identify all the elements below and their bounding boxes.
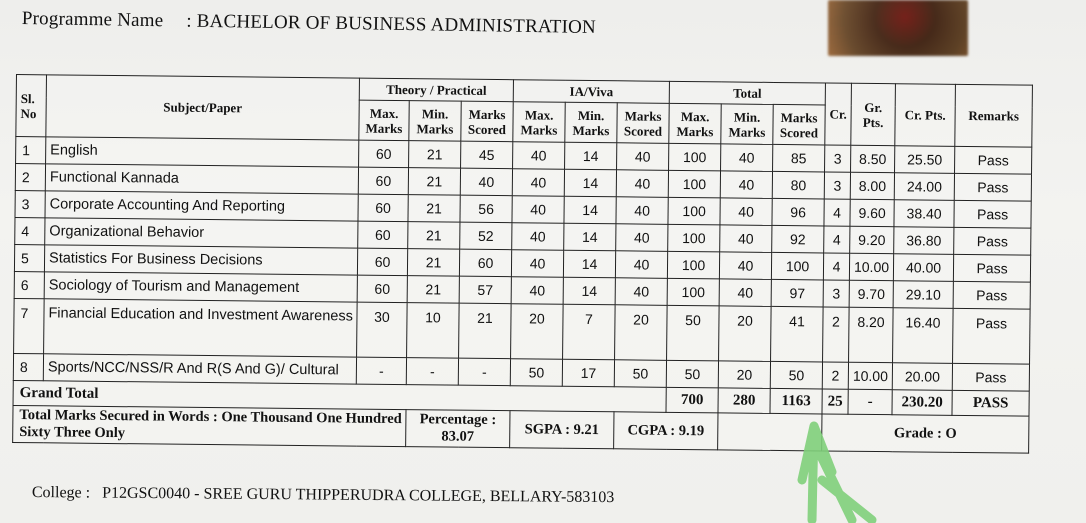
cell-total-scored: 50 xyxy=(770,361,822,389)
cell-credit-points: 38.40 xyxy=(894,200,954,228)
header-theory-scored: Marks Scored xyxy=(461,101,513,142)
cell-remarks: Pass xyxy=(953,281,1030,309)
cell-theory-max: 60 xyxy=(357,275,407,303)
cell-grade-points: 10.00 xyxy=(848,362,892,389)
cell-sl: 7 xyxy=(14,298,45,353)
header-credit-points: Cr. Pts. xyxy=(895,84,956,147)
cell-credits: 2 xyxy=(823,307,850,362)
green-pen-arrow-mark xyxy=(792,420,892,523)
percentage-label: Percentage : xyxy=(419,411,497,429)
cell-ia-min: 14 xyxy=(563,250,615,278)
cell-total-min: 40 xyxy=(720,171,772,199)
cell-sl: 3 xyxy=(15,190,45,217)
cell-grade-points: 8.20 xyxy=(849,307,894,362)
grand-total-remarks: PASS xyxy=(952,390,1029,416)
cell-theory-min: 21 xyxy=(407,276,459,304)
cell-theory-max: - xyxy=(356,357,406,385)
cell-total-max: 100 xyxy=(667,251,719,279)
cell-total-max: 100 xyxy=(669,143,721,171)
cell-sl: 4 xyxy=(15,217,45,244)
cell-total-max: 50 xyxy=(667,305,720,361)
cell-total-max: 50 xyxy=(666,360,718,388)
cell-total-min: 20 xyxy=(718,361,770,389)
cell-grade-points: 9.60 xyxy=(850,199,894,226)
cell-theory-max: 60 xyxy=(358,194,408,222)
cell-ia-max: 40 xyxy=(512,169,564,197)
cell-remarks: Pass xyxy=(954,200,1031,228)
cell-theory-max: 60 xyxy=(359,140,409,168)
cell-ia-scored: 20 xyxy=(615,305,668,361)
cell-sl: 6 xyxy=(14,271,44,298)
cell-ia-min: 14 xyxy=(565,142,617,170)
cell-ia-scored: 40 xyxy=(615,251,667,279)
cell-credit-points: 20.00 xyxy=(892,363,952,391)
cell-subject: Corporate Accounting And Reporting xyxy=(45,191,358,221)
cell-theory-min: - xyxy=(406,358,458,386)
header-ia-min: Min. Marks xyxy=(565,102,617,143)
cell-total-scored: 96 xyxy=(772,198,824,226)
header-subject: Subject/Paper xyxy=(46,75,360,140)
cell-ia-scored: 40 xyxy=(616,197,668,225)
cell-total-scored: 100 xyxy=(771,252,823,280)
cell-theory-scored: 45 xyxy=(461,141,513,169)
grand-total-label: Grand Total xyxy=(13,380,666,412)
cell-ia-max: 20 xyxy=(511,304,564,360)
cell-total-min: 20 xyxy=(719,306,772,362)
header-theory-max: Max. Marks xyxy=(359,100,409,141)
cell-subject: Financial Education and Investment Awareness xyxy=(44,299,358,357)
cell-credit-points: 36.80 xyxy=(894,227,954,255)
cell-ia-min: 14 xyxy=(564,196,616,224)
college-line xyxy=(32,484,615,507)
percentage-cell xyxy=(406,410,510,448)
programme-value: : BACHELOR OF BUSINESS ADMINISTRATION xyxy=(186,10,597,39)
cell-sl: 8 xyxy=(13,353,43,380)
cell-theory-min: 21 xyxy=(408,168,460,196)
header-total-scored: Marks Scored xyxy=(773,104,825,145)
sgpa-value: SGPA : 9.21 xyxy=(510,411,614,449)
cell-sl: 1 xyxy=(16,137,46,164)
cell-grade-points: 9.20 xyxy=(850,226,894,253)
grade-value: Grade : O xyxy=(822,414,1029,453)
cell-theory-scored: 21 xyxy=(459,303,512,359)
cell-theory-min: 21 xyxy=(409,141,461,169)
cell-ia-min: 17 xyxy=(562,359,614,387)
cell-total-min: 40 xyxy=(719,252,771,280)
cell-subject: Organizational Behavior xyxy=(45,218,358,248)
cell-theory-scored: 57 xyxy=(459,276,511,304)
programme-name-line xyxy=(22,8,596,39)
cell-credits: 3 xyxy=(824,172,850,199)
cell-theory-scored: 60 xyxy=(459,249,511,277)
cell-remarks: Pass xyxy=(954,173,1031,201)
cell-theory-min: 21 xyxy=(408,222,460,250)
cell-credits: 4 xyxy=(824,226,850,253)
cell-remarks: Pass xyxy=(954,227,1031,255)
cell-sl: 5 xyxy=(14,244,44,271)
cell-grade-points: 8.50 xyxy=(851,145,895,172)
cell-total-max: 100 xyxy=(668,170,720,198)
header-theory: Theory / Practical xyxy=(359,78,513,102)
header-total: Total xyxy=(669,81,825,105)
cell-ia-scored: 40 xyxy=(616,170,668,198)
grand-total-credit-points: 230.20 xyxy=(892,390,952,416)
header-iaviva: IA/Viva xyxy=(513,80,669,104)
cell-total-max: 100 xyxy=(668,197,720,225)
cell-ia-max: 40 xyxy=(513,142,565,170)
cell-ia-scored: 40 xyxy=(615,278,667,306)
cell-ia-scored: 40 xyxy=(617,143,669,171)
cell-ia-max: 40 xyxy=(512,196,564,224)
cell-total-max: 100 xyxy=(667,278,719,306)
cell-total-min: 40 xyxy=(720,198,772,226)
cell-credits: 2 xyxy=(822,362,848,389)
cell-grade-points: 8.00 xyxy=(850,172,894,199)
header-remarks: Remarks xyxy=(955,84,1033,147)
cell-ia-min: 14 xyxy=(564,169,616,197)
header-ia-scored: Marks Scored xyxy=(617,103,669,144)
cell-credit-points: 40.00 xyxy=(893,254,953,282)
college-value: P12GSC0040 - SREE GURU THIPPERUDRA COLLEGE, BELLARY-583103 xyxy=(102,484,615,507)
cell-credit-points: 29.10 xyxy=(893,281,953,309)
header-grade-points: Gr. Pts. xyxy=(851,83,896,145)
cell-remarks: Pass xyxy=(952,363,1029,391)
cell-ia-min: 7 xyxy=(563,304,616,360)
cell-theory-scored: 56 xyxy=(460,195,512,223)
cell-subject: Functional Kannada xyxy=(45,164,358,194)
cell-sl: 2 xyxy=(15,164,45,191)
cell-total-scored: 80 xyxy=(772,171,824,199)
cell-total-max: 100 xyxy=(668,224,720,252)
cell-credit-points: 16.40 xyxy=(893,308,954,364)
marks-in-words: Total Marks Secured in Words : One Thousand One Hundred Sixty Three Only xyxy=(13,405,406,446)
header-ia-max: Max. Marks xyxy=(513,102,565,143)
header-credits: Cr. xyxy=(825,83,852,145)
cell-total-min: 40 xyxy=(721,144,773,172)
cell-total-scored: 92 xyxy=(772,225,824,253)
cell-total-scored: 97 xyxy=(771,279,823,307)
cell-theory-max: 60 xyxy=(358,167,408,195)
cell-total-min: 40 xyxy=(720,225,772,253)
header-total-min: Min. Marks xyxy=(721,104,773,145)
cgpa-value: CGPA : 9.19 xyxy=(614,412,718,450)
cell-ia-max: 40 xyxy=(511,250,563,278)
college-label: College : xyxy=(31,484,91,502)
grand-total-scored: 1163 xyxy=(770,388,822,414)
cell-remarks: Pass xyxy=(953,254,1030,282)
cell-ia-max: 40 xyxy=(511,277,563,305)
grand-total-grade-points: - xyxy=(848,389,892,414)
cell-credits: 4 xyxy=(823,253,849,280)
cell-total-scored: 85 xyxy=(773,144,825,172)
cell-ia-scored: 50 xyxy=(614,360,666,388)
cell-credits: 4 xyxy=(824,199,850,226)
cell-theory-scored: 52 xyxy=(460,222,512,250)
cell-theory-max: 30 xyxy=(357,302,408,358)
cell-ia-scored: 40 xyxy=(616,224,668,252)
header-sl-no: Sl. No xyxy=(16,75,47,137)
cell-remarks: Pass xyxy=(955,146,1032,174)
marks-table xyxy=(12,74,1033,454)
programme-label: Programme Name xyxy=(21,8,164,32)
cell-ia-min: 14 xyxy=(563,277,615,305)
cell-subject: English xyxy=(46,137,359,167)
cell-subject: Sports/NCC/NSS/R And R(S And G)/ Cultural xyxy=(43,354,356,384)
cell-subject: Statistics For Business Decisions xyxy=(44,245,357,275)
cell-theory-max: 60 xyxy=(357,248,407,276)
cell-remarks: Pass xyxy=(953,308,1031,364)
cell-theory-scored: - xyxy=(458,358,510,386)
cell-ia-min: 14 xyxy=(564,223,616,251)
cell-theory-min: 10 xyxy=(407,303,460,359)
cell-theory-min: 21 xyxy=(408,195,460,223)
cell-credit-points: 25.50 xyxy=(895,146,955,174)
cell-total-min: 40 xyxy=(719,279,771,307)
grand-total-max: 700 xyxy=(666,387,718,413)
cell-ia-max: 50 xyxy=(510,359,562,387)
student-photo xyxy=(828,0,968,56)
header-total-max: Max. Marks xyxy=(669,103,721,144)
cell-credits: 3 xyxy=(823,280,849,307)
cell-theory-max: 60 xyxy=(358,221,408,249)
cell-grade-points: 10.00 xyxy=(849,253,893,280)
cell-credit-points: 24.00 xyxy=(894,173,954,201)
percentage-value: 83.07 xyxy=(441,428,475,445)
cell-credits: 3 xyxy=(825,145,851,172)
cell-grade-points: 9.70 xyxy=(849,280,893,307)
header-theory-min: Min. Marks xyxy=(409,101,461,142)
cell-ia-max: 40 xyxy=(512,223,564,251)
grand-total-credits: 25 xyxy=(822,389,848,414)
cell-subject: Sociology of Tourism and Management xyxy=(44,272,357,302)
cell-total-scored: 41 xyxy=(771,306,824,362)
grand-total-min: 280 xyxy=(718,388,770,414)
cell-theory-min: 21 xyxy=(407,249,459,277)
cell-theory-scored: 40 xyxy=(460,168,512,196)
